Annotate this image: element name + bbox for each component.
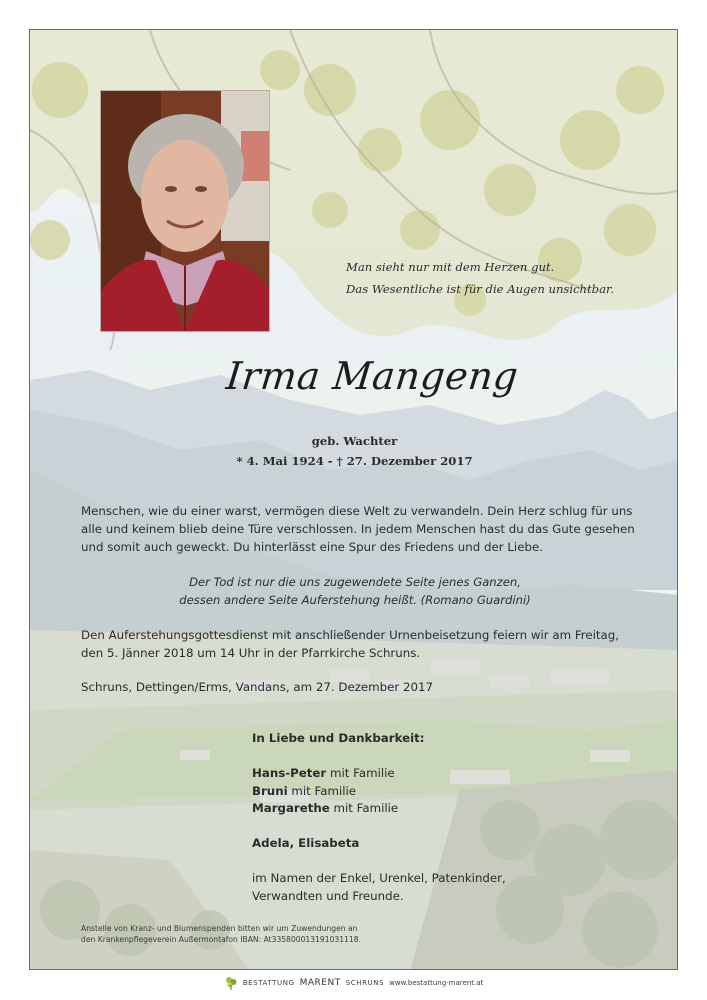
other-mourners xyxy=(252,835,612,853)
family-entry xyxy=(252,783,612,801)
obituary-card xyxy=(29,29,678,970)
service-info xyxy=(81,626,661,662)
footer-bestattung: BESTATTUNG xyxy=(242,979,295,987)
opening-quote xyxy=(346,256,666,300)
family-list xyxy=(252,765,612,818)
tribute-line-1: Menschen, wie du einer warst, vermögen diese Welt zu verwandeln. Dein Herz schlug für uns xyxy=(81,504,633,518)
birth-name: geb. Wachter xyxy=(311,434,398,448)
leaf-logo-icon xyxy=(224,976,238,990)
life-dates: * 4. Mai 1924 - † 27. Dezember 2017 xyxy=(236,454,473,468)
guardini-quote xyxy=(90,573,620,609)
family-member-name: Margarethe xyxy=(252,801,330,815)
deceased-name: Irma Mangeng xyxy=(224,354,521,398)
funeral-home-footer xyxy=(0,970,707,1000)
portrait-photo xyxy=(100,90,270,332)
mourners-closing xyxy=(252,870,612,905)
funeral-home-brand xyxy=(224,976,484,990)
tribute-text xyxy=(81,502,661,556)
mourners-heading xyxy=(252,730,612,748)
opening-quote-line-1: Man sieht nur mit dem Herzen gut. xyxy=(346,260,555,274)
donation-note xyxy=(81,923,441,945)
tribute-line-3: und somit auch geweckt. Du hinterlässt eine Spur des Friedens und der Liebe. xyxy=(81,540,543,554)
family-member-name: Bruni xyxy=(252,783,288,798)
footer-website-link[interactable]: www.bestattung-marent.at xyxy=(389,979,484,987)
footer-schruns: SCHRUNS xyxy=(345,979,385,987)
family-member-suffix: mit Familie xyxy=(329,801,399,815)
service-line-1: Den Auferstehungsgottesdienst mit anschließender Urnenbeisetzung feiern wir am Freitag, xyxy=(81,628,620,642)
family-member-name: Hans-Peter xyxy=(252,766,327,780)
mourners-heading-text: In Liebe und Dankbarkeit: xyxy=(252,731,425,745)
family-member-suffix: mit Familie xyxy=(287,783,357,798)
guardini-quote-line-2: dessen andere Seite Auferstehung heißt. (Romano Guardini) xyxy=(179,593,531,607)
guardini-quote-line-1: Der Tod ist nur die uns zugewendete Seite jenes Ganzen, xyxy=(189,575,521,589)
service-line-2: den 5. Jänner 2018 um 14 Uhr in der Pfarrkirche Schruns. xyxy=(81,646,421,660)
mourners-closing-line-1: im Namen der Enkel, Urenkel, Patenkinder, xyxy=(252,871,506,885)
family-member-suffix: mit Familie xyxy=(326,766,395,780)
family-entry xyxy=(252,800,612,818)
opening-quote-line-2: Das Wesentliche ist für die Augen unsichtbar. xyxy=(346,282,614,296)
mourners-closing-line-2: Verwandten und Freunde. xyxy=(252,888,404,903)
other-mourners-names: Adela, Elisabeta xyxy=(252,836,360,850)
family-entry xyxy=(252,765,612,783)
donation-note-line-2: den Krankenpflegeverein Außermontafon IBAN: At335800013191031118. xyxy=(81,935,361,944)
place-and-date: Schruns, Dettingen/Erms, Vandans, am 27. Dezember 2017 xyxy=(81,680,434,694)
donation-note-line-1: Anstelle von Kranz- und Blumenspenden bitten wir um Zuwendungen an xyxy=(81,924,358,933)
tribute-line-2: alle und keinem blieb deine Türe verschlossen. In jedem Menschen hast du das Gute gesehen xyxy=(81,522,635,536)
footer-marent: MARENT xyxy=(299,978,341,988)
